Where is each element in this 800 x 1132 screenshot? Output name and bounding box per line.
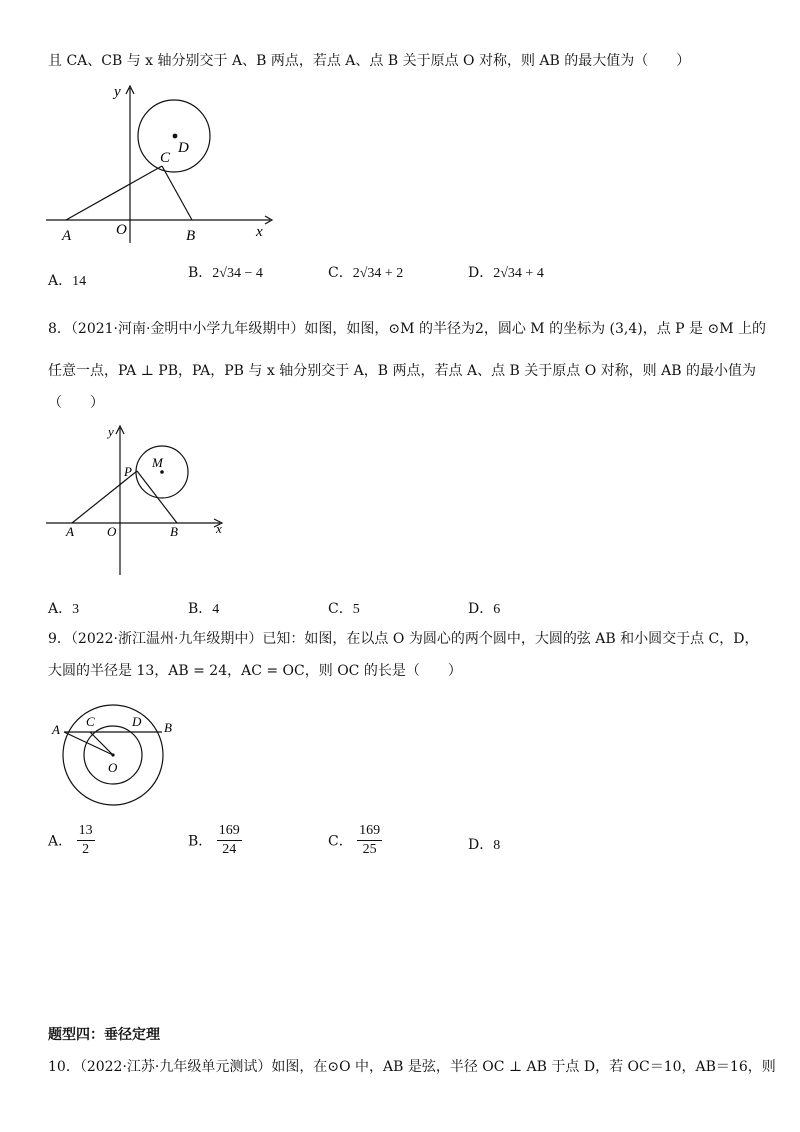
q8-label-B: B <box>170 524 178 539</box>
q8-line-3: （ ） <box>48 395 104 411</box>
q7-option-c[interactable]: C．2√34 + 2 <box>328 265 404 281</box>
q9-line-1: 9．（2022·浙江温州·九年级期中）已知：如图，在以点 O 为圆心的两个圆中，大圆的弦 AB 和小圆交于点 C，D， <box>48 631 759 647</box>
q9-line-2: 大圆的半径是 13，AB = 24，AC = OC，则 OC 的长是（ ） <box>48 663 462 679</box>
q9-option-c[interactable]: C． $\frac{169}{25}$ <box>328 823 381 857</box>
q7-intro-text: 且 CA、CB 与 x 轴分别交于 A、B 两点，若点 A、点 B 关于原点 O 对称，则 AB 的最大值为（ ） <box>48 53 691 69</box>
q8-label-M: M <box>152 455 163 470</box>
q7-label-x: x <box>256 224 263 240</box>
q7-figure <box>44 78 284 248</box>
q9-option-b-fraction: $\frac{169}{24}$ <box>218 823 240 857</box>
q8-line-1: 8．（2021·河南·金明中小学九年级期中）如图，如图，⊙M 的半径为2，圆心 M 的坐标为 (3,4)，点 P 是 ⊙M 上的 <box>48 321 767 337</box>
q7-option-d[interactable]: D．2√34 + 4 <box>468 265 544 281</box>
q7-label-A: A <box>62 228 72 244</box>
q9-option-b[interactable]: B． $\frac{169}{24}$ <box>188 823 240 857</box>
q7-option-a[interactable]: A．14 <box>48 273 87 289</box>
q8-label-O: O <box>107 524 117 539</box>
section-title: 题型四：垂径定理 <box>48 1027 160 1043</box>
q9-option-c-fraction: $\frac{169}{25}$ <box>359 823 381 857</box>
q8-figure <box>44 420 234 580</box>
q9-label-C: C <box>86 714 95 729</box>
q8-label-y: y <box>108 424 114 439</box>
q8-option-b[interactable]: B．4 <box>188 601 220 617</box>
q8-label-x: x <box>216 521 222 536</box>
q9-figure <box>46 700 186 810</box>
q9-label-O: O <box>108 760 118 775</box>
q8-option-c[interactable]: C．5 <box>328 601 360 617</box>
q7-label-B: B <box>186 228 196 244</box>
q8-label-P: P <box>124 464 132 479</box>
q8-label-A: A <box>66 524 74 539</box>
q9-label-B: B <box>164 720 172 735</box>
q8-line-2: 任意一点，PA ⊥ PB，PA，PB 与 x 轴分别交于 A，B 两点，若点 A、点 B 关于原点 O 对称，则 AB 的最小值为 <box>48 363 756 379</box>
q7-label-D: D <box>178 140 189 156</box>
q7-label-O: O <box>116 222 127 238</box>
q7-option-b[interactable]: B．2√34 − 4 <box>188 265 263 281</box>
q8-option-d[interactable]: D．6 <box>468 601 501 617</box>
q8-option-a[interactable]: A．3 <box>48 601 80 617</box>
q9-option-d[interactable]: D．8 <box>468 837 501 853</box>
q9-label-D: D <box>132 714 142 729</box>
q9-label-A: A <box>52 722 60 737</box>
q10-line-1: 10．（2022·江苏·九年级单元测试）如图，在⊙O 中，AB 是弦，半径 OC ⊥ AB 于点 D，若 OC＝10，AB＝16，则 <box>48 1059 776 1075</box>
q9-option-a-fraction: $\frac{13}{2}$ <box>78 823 93 857</box>
q7-label-C: C <box>160 150 171 166</box>
q7-label-y: y <box>114 84 121 100</box>
q9-option-a[interactable]: A． $\frac{13}{2}$ <box>48 823 93 857</box>
